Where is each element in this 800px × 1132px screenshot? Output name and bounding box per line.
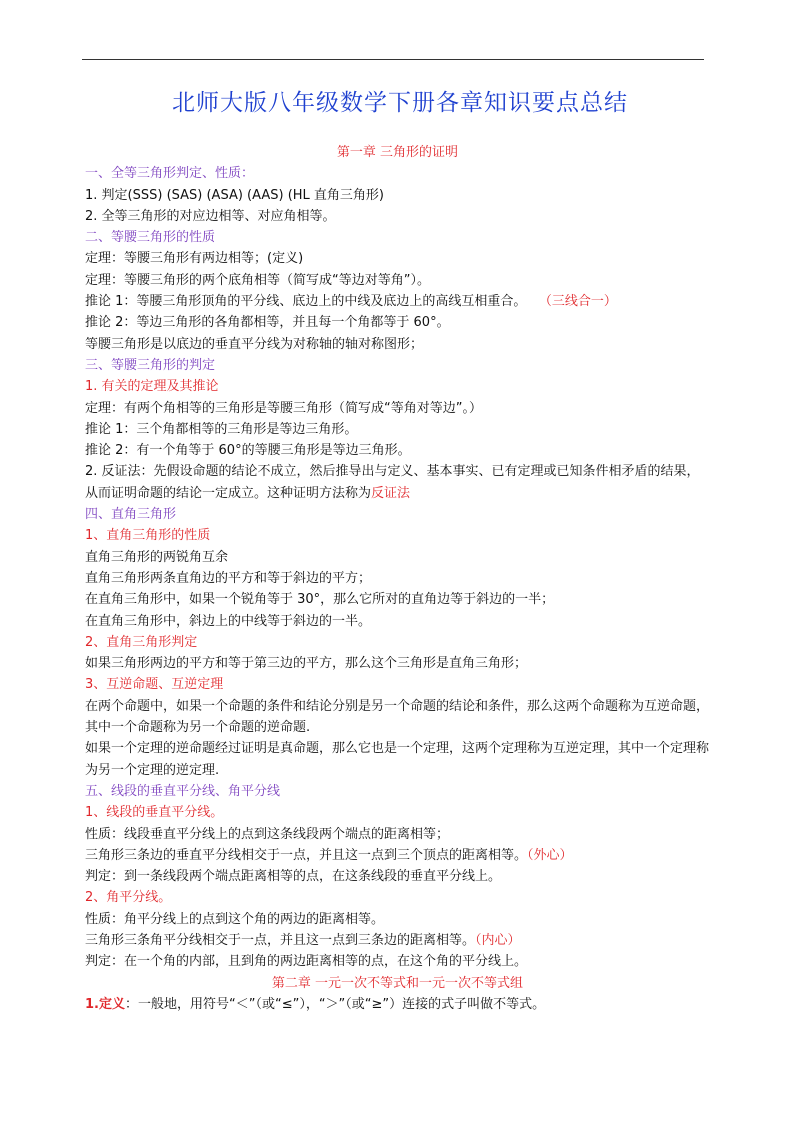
paragraph: 1. 判定(SSS) (SAS) (ASA) (AAS) (HL 直角三角形) (85, 187, 385, 203)
header-rule (82, 59, 704, 60)
paragraph (85, 845, 710, 866)
paragraph-text: 三角形三条角平分线相交于一点，并且这一点到三条边的距离相等。 (85, 932, 476, 948)
subsection-heading: 1、直角三角形的性质 (85, 528, 211, 544)
section-2-heading: 二、等腰三角形的性质 (85, 230, 216, 246)
subsection-heading: 3、互逆命题、互逆定理 (85, 677, 224, 693)
paragraph: 2. 全等三角形的对应边相等、对应角相等。 (85, 208, 336, 224)
paragraph: 性质：角平分线上的点到这个角的两边的距离相等。 (85, 911, 385, 927)
section-3-heading: 三、等腰三角形的判定 (85, 357, 216, 373)
paragraph: 定理：有两个角相等的三角形是等腰三角形（简写成“等角对等边”。） (85, 400, 482, 416)
section-1-heading: 一、全等三角形判定、性质： (85, 166, 255, 182)
subsection-heading: 1. 有关的定理及其推论 (85, 379, 219, 395)
paragraph: 定理：等腰三角形的两个底角相等（简写成“等边对等角”）。 (85, 272, 430, 288)
paragraph: 如果一个定理的逆命题经过证明是真命题，那么它也是一个定理，这两个定理称为互逆定理，其中一个定理称为另一个定理的逆定理. (85, 741, 710, 778)
document-body (85, 142, 710, 1015)
highlight-note: （内心） (475, 932, 521, 948)
paragraph: 直角三角形两条直角边的平方和等于斜边的平方； (85, 570, 372, 586)
paragraph (85, 930, 710, 951)
paragraph: 在直角三角形中，斜边上的中线等于斜边的一半。 (85, 613, 372, 629)
subsection-heading: 2、角平分线。 (85, 890, 172, 906)
paragraph: 定理：等腰三角形有两边相等；(定义) (85, 251, 304, 267)
section-5-heading: 五、线段的垂直平分线、角平分线 (85, 783, 281, 799)
chapter-2-heading: 第二章 一元一次不等式和一元一次不等式组 (271, 975, 524, 991)
paragraph: 判定：在一个角的内部，且到角的两边距离相等的点，在这个角的平分线上。 (85, 954, 528, 970)
paragraph: 推论 1：三个角都相等的三角形是等边三角形。 (85, 421, 358, 437)
paragraph: 推论 2：有一个角等于 60°的等腰三角形是等边三角形。 (85, 443, 411, 459)
paragraph-text: 推论 1：等腰三角形顶角的平分线、底边上的中线及底边上的高线互相重合。 (85, 294, 527, 310)
paragraph: 性质：线段垂直平分线上的点到这条线段两个端点的距离相等； (85, 826, 450, 842)
paragraph: 在两个命题中，如果一个命题的条件和结论分别是另一个命题的结论和条件，那么这两个命题称为互逆命题，其中一个命题称为另一个命题的逆命题. (85, 698, 710, 736)
paragraph-text: ：一般地，用符号“＜”（或“≤”），“＞”（或“≥”）连接的式子叫做不等式。 (124, 996, 546, 1012)
highlight-note: （外心） (527, 847, 573, 863)
paragraph (85, 291, 710, 312)
document-title: 北师大版八年级数学下册各章知识要点总结 (172, 90, 628, 116)
paragraph-text: 三角形三条边的垂直平分线相交于一点，并且这一点到三个顶点的距离相等。 (85, 847, 528, 863)
subsection-heading: 1、线段的垂直平分线。 (85, 805, 224, 821)
definition-label: 1.定义 (85, 996, 125, 1012)
paragraph: 判定：到一条线段两个端点距离相等的点，在这条线段的垂直平分线上。 (85, 869, 502, 885)
paragraph (85, 461, 710, 504)
chapter-1-heading: 第一章 三角形的证明 (336, 145, 459, 160)
paragraph: 在直角三角形中，如果一个锐角等于 30°，那么它所对的直角边等于斜边的一半； (85, 592, 555, 608)
paragraph: 推论 2：等边三角形的各角都相等，并且每一个角都等于 60°。 (85, 315, 450, 331)
paragraph: 等腰三角形是以底边的垂直平分线为对称轴的轴对称图形； (85, 336, 424, 352)
highlight-note: （三线合一） (538, 294, 617, 310)
paragraph-text: 2. 反证法：先假设命题的结论不成立，然后推导出与定义、基本事实、已有定理或已知条件相矛盾的结果，从而证明命题的结论一定成立。这种证明方法称为 (85, 464, 700, 501)
section-4-heading: 四、直角三角形 (85, 507, 177, 523)
subsection-heading: 2、直角三角形判定 (85, 634, 198, 650)
paragraph: 如果三角形两边的平方和等于第三边的平方，那么这个三角形是直角三角形； (85, 656, 528, 672)
paragraph (85, 994, 710, 1015)
paragraph: 直角三角形的两锐角互余 (85, 549, 229, 565)
highlight-term: 反证法 (371, 485, 411, 501)
